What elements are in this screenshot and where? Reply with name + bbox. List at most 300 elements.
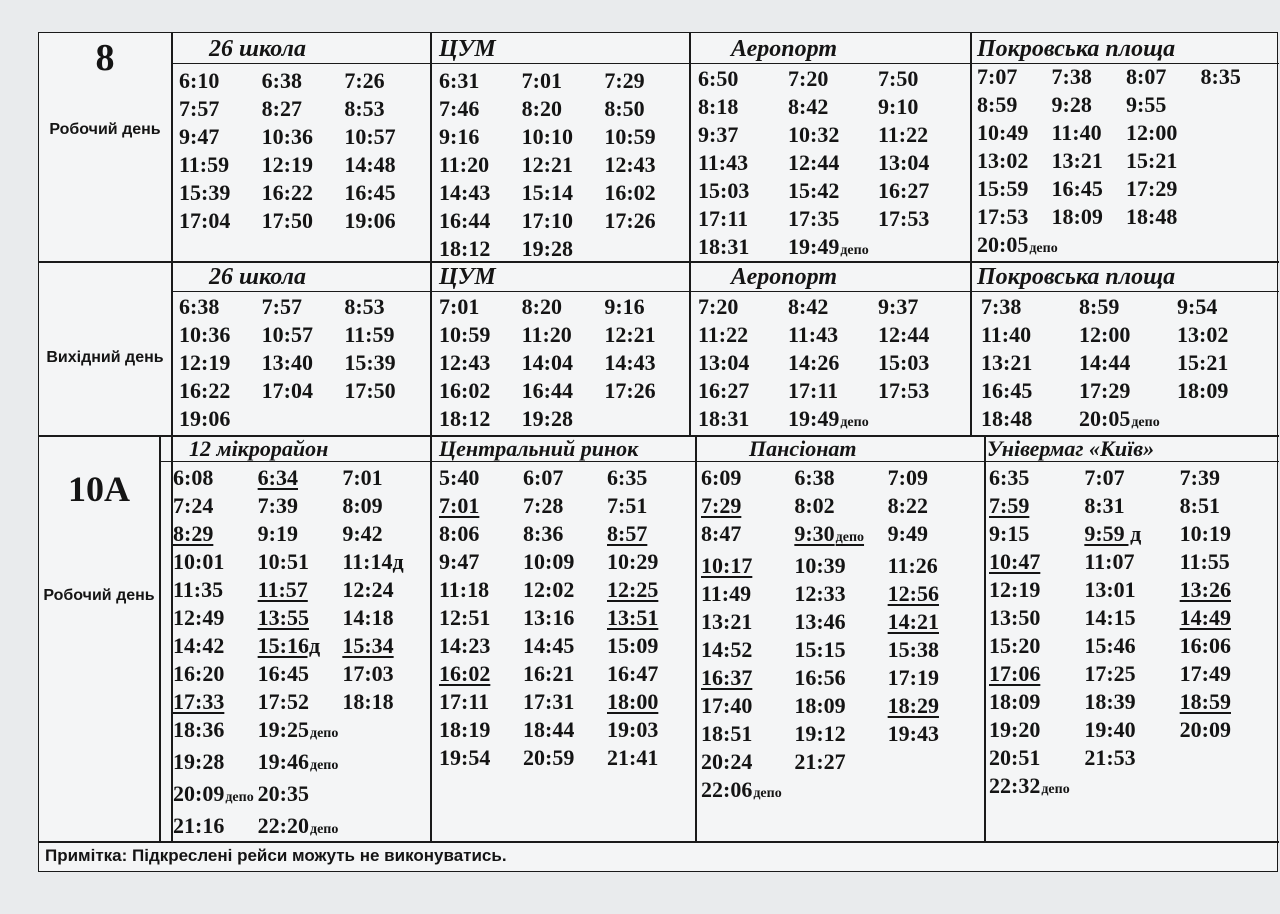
departure-time-value: 10:29 [607,549,659,574]
stop-name: Покровська площа [977,264,1176,290]
departure-time-value: 12:02 [523,577,575,602]
departure-time-value: 7:57 [261,294,302,319]
departure-time [989,660,1084,688]
departure-time-value: 7:38 [981,294,1022,319]
departure-time [878,349,968,377]
departure-time-value: 15:09 [607,633,659,658]
departure-time [342,464,427,492]
depot-suffix: депо [753,786,782,801]
departure-time-value: 11:43 [698,150,749,175]
departure-time-value: 8:02 [794,493,835,518]
departure-time [607,632,691,660]
departure-time [258,492,343,520]
departure-time-value: 9:37 [698,122,739,147]
departure-time [977,203,1052,231]
departure-time-value: 10:59 [604,124,656,149]
times-grid [439,67,687,263]
departure-time-value: 8:06 [439,521,480,546]
departure-time [258,660,343,688]
departure-time [1052,63,1127,91]
departure-time [701,692,794,720]
departure-time-value: 19:28 [521,406,573,431]
departure-time-value: 7:50 [878,66,919,91]
times-grid [981,293,1275,437]
departure-time [522,151,605,179]
departure-time-value: 7:26 [344,68,385,93]
departure-time-value: 19:06 [179,406,231,431]
departure-time [262,123,345,151]
stop-name: ЦУМ [439,264,496,290]
departure-time [523,632,607,660]
departure-time [1084,688,1179,716]
stop-name: 12 мікрорайон [189,436,329,461]
departure-time [173,604,258,632]
divider-col-4 [970,33,972,435]
departure-time [888,720,981,748]
departure-time [604,293,687,321]
departure-time-value: 8:09 [342,493,383,518]
departure-time-value: 17:29 [1079,378,1131,403]
departure-time [977,231,1126,263]
departure-time [258,464,343,492]
departure-time-value: 7:01 [439,294,480,319]
departure-time-value: 15:03 [698,178,750,203]
departure-time-value: 17:52 [257,689,309,714]
departure-time-value: 17:26 [604,208,656,233]
departure-time [262,179,345,207]
times-grid [439,293,687,433]
departure-time-value: 11:20 [439,152,490,177]
departure-time [522,321,605,349]
departure-time-value: 13:46 [794,609,846,634]
departure-time-value: 7:28 [523,493,564,518]
departure-time-value: 11:18 [439,577,490,602]
departure-time-value: 12:44 [788,150,840,175]
departure-time-value: 12:33 [794,581,846,606]
departure-time [794,464,887,492]
departure-time-value: 12:24 [342,577,394,602]
departure-time-value: 10:47 [989,549,1041,574]
departure-time-value: 14:45 [523,633,575,658]
departure-time-value: 13:01 [1084,577,1136,602]
departure-time [258,688,343,716]
departure-time [344,179,427,207]
departure-time-value: 18:51 [701,721,753,746]
departure-time-value: 20:05депо [1079,406,1160,431]
departure-time-value: 12:51 [439,605,491,630]
departure-time [878,121,968,149]
departure-time-value: 7:29 [604,68,645,93]
departure-time-value: 19:25депо [257,717,339,742]
departure-time-value: 17:25 [1084,661,1136,686]
departure-time [788,349,878,377]
departure-time-value: 7:01 [521,68,562,93]
departure-time [989,772,1180,804]
departure-time [179,207,262,235]
departure-time [439,520,523,548]
departure-time [989,548,1084,576]
departure-time-value: 14:44 [1079,350,1131,375]
departure-time-value: 12:19 [261,152,313,177]
departure-time [1084,716,1179,744]
departure-time [439,464,523,492]
departure-time [1126,203,1201,231]
departure-time-value: 8:57 [607,521,648,546]
departure-time [439,660,523,688]
departure-time [179,293,262,321]
departure-time-value: 6:35 [989,465,1030,490]
departure-time-value: 6:09 [701,465,742,490]
departure-time [173,688,258,716]
departure-time-value: 9:42 [342,521,383,546]
departure-time-value: 17:53 [878,378,930,403]
departure-time-value: 8:18 [698,94,739,119]
departure-time-value: 8:29 [173,521,214,546]
departure-time [1180,632,1275,660]
departure-time-value: 13:04 [878,150,930,175]
departure-time-value: 15:21 [1126,148,1178,173]
stop-name: Аеропорт [731,264,837,290]
depot-suffix: депо [1029,241,1058,256]
departure-time [698,233,788,265]
departure-time-value: 16:02 [439,378,491,403]
departure-time-value: 10:32 [788,122,840,147]
departure-time-value: 12:49 [173,605,225,630]
departure-time-value: 21:16 [173,813,225,838]
departure-time-value: 21:41 [607,745,659,770]
departure-time-value: 19:49депо [788,234,869,259]
departure-time-value: 11:49 [701,581,752,606]
departure-time [1180,548,1275,576]
depot-suffix: депо [840,415,869,430]
departure-time-value: 13:26 [1179,577,1231,602]
departure-time [439,576,523,604]
departure-time [888,464,981,492]
departure-time [1052,91,1127,119]
departure-time-value: 12:43 [439,350,491,375]
departure-time-value: 18:48 [1126,204,1178,229]
departure-time-value: 7:07 [1084,465,1125,490]
departure-time [1084,604,1179,632]
departure-time [1126,119,1201,147]
departure-time-value: 20:51 [989,745,1041,770]
depot-suffix: депо [225,790,254,805]
departure-time [878,293,968,321]
departure-time [522,179,605,207]
departure-time-value: 9:10 [878,94,919,119]
departure-time [701,464,794,492]
departure-time-value: 14:42 [173,633,225,658]
departure-time-value: 12:25 [607,577,659,602]
departure-time [989,716,1084,744]
departure-time [607,716,691,744]
departure-time-value: 18:59 [1179,689,1231,714]
departure-time [1084,660,1179,688]
departure-time [342,576,427,604]
departure-time [1180,660,1275,688]
departure-time-value: 9:55 [1126,92,1167,117]
departure-time [439,492,523,520]
departure-time [604,151,687,179]
departure-time-value: 10:36 [261,124,313,149]
departure-time-value: 16:20 [173,661,225,686]
departure-time-value: 17:04 [179,208,231,233]
departure-time-value: 11:22 [878,122,929,147]
departure-time [173,780,258,812]
departure-time-value: 13:16 [523,605,575,630]
departure-time [981,377,1079,405]
footnote: Примітка: Підкреслені рейси можуть не виконуватись. [45,846,507,865]
departure-time [794,580,887,608]
departure-time [179,151,262,179]
departure-time [604,321,687,349]
times-grid [701,464,981,808]
departure-time [794,608,887,636]
departure-time [439,632,523,660]
departure-time [1052,119,1127,147]
departure-time [788,177,878,205]
departure-time [989,632,1084,660]
departure-time [977,91,1052,119]
departure-time-value: 16:37 [701,665,753,690]
departure-time [698,121,788,149]
departure-time-value: 7:07 [977,64,1018,89]
departure-time [173,748,258,780]
departure-time-value: 14:48 [344,152,396,177]
departure-time-value: 18:00 [607,689,659,714]
departure-time [344,67,427,95]
departure-time [698,149,788,177]
departure-time-value: 19:40 [1084,717,1136,742]
departure-time [981,293,1079,321]
stop-name: Універмаг «Київ» [987,436,1155,461]
departure-time-value: 9:16 [604,294,645,319]
departure-time-value: 11:40 [981,322,1032,347]
departure-time [604,207,687,235]
departure-time-value: 7:51 [607,493,648,518]
departure-time-value: 12:19 [179,350,231,375]
departure-time [439,321,522,349]
departure-time-value: 17:19 [887,665,939,690]
departure-time [1201,175,1276,203]
departure-time [262,293,345,321]
departure-time-value: 10:17 [701,553,753,578]
departure-time-value: 15:14 [521,180,573,205]
departure-time [1180,492,1275,520]
departure-time [439,179,522,207]
departure-time [1084,744,1179,772]
departure-time [788,65,878,93]
departure-time-value: 14:23 [439,633,491,658]
departure-time [604,377,687,405]
departure-time [794,520,887,552]
departure-time [173,464,258,492]
departure-time-value: 20:05депо [977,232,1058,257]
departure-time-value: 10:36 [179,322,231,347]
departure-time [888,608,981,636]
departure-time [173,576,258,604]
departure-time [523,520,607,548]
departure-time [1079,321,1177,349]
departure-time [1084,492,1179,520]
departure-time [698,177,788,205]
departure-time [1180,604,1275,632]
departure-time [1180,716,1275,744]
departure-time [439,377,522,405]
departure-time [977,119,1052,147]
departure-time-value: 16:02 [604,180,656,205]
departure-time-value: 18:12 [439,236,491,261]
departure-time [698,65,788,93]
departure-time [522,293,605,321]
departure-time-value: 7:46 [439,96,480,121]
departure-time-value: 8:20 [521,294,562,319]
departure-time [977,175,1052,203]
departure-time-value: 8:50 [604,96,645,121]
departure-time-value: 13:04 [698,350,750,375]
departure-time [258,780,427,812]
departure-time-value: 11:35 [173,577,224,602]
departure-time [1084,548,1179,576]
departure-time [439,716,523,744]
departure-time [258,576,343,604]
departure-time-value: 17:35 [788,206,840,231]
departure-time [794,720,887,748]
departure-time-value: 13:02 [1177,322,1229,347]
departure-time [698,405,788,437]
departure-time [439,688,523,716]
departure-time [607,688,691,716]
departure-time [262,67,345,95]
departure-time [522,207,605,235]
departure-time-value: 15:59 [977,176,1029,201]
departure-time [344,151,427,179]
departure-time-value: 10:57 [261,322,313,347]
departure-time [701,552,794,580]
departure-time [977,147,1052,175]
departure-time [1084,632,1179,660]
departure-time-value: 14:43 [604,350,656,375]
departure-time-value: 16:47 [607,661,659,686]
departure-time-value: 16:45 [344,180,396,205]
departure-time-value: 13:21 [1051,148,1103,173]
departure-time-value: 12:21 [521,152,573,177]
divider-col-3 [689,33,691,435]
departure-time-value: 18:12 [439,406,491,431]
departure-time-value: 10:01 [173,549,225,574]
departure-time [788,121,878,149]
departure-time-value: 15:15 [794,637,846,662]
departure-time [701,776,888,808]
departure-time-value: 7:39 [1179,465,1220,490]
departure-time [522,349,605,377]
departure-time [522,95,605,123]
departure-time [607,492,691,520]
departure-time [794,552,887,580]
departure-time [1084,576,1179,604]
departure-time [878,177,968,205]
departure-time-value: 18:19 [439,717,491,742]
departure-time [258,716,427,748]
departure-time-value: 19:06 [344,208,396,233]
departure-time-value: 16:44 [521,378,573,403]
day-label-weekend-8: Вихідний день [46,349,164,366]
departure-time [1180,688,1275,716]
departure-time [439,151,522,179]
departure-time [522,405,605,433]
departure-time [258,812,427,844]
departure-time-value: 12:43 [604,152,656,177]
departure-time-value: 18:39 [1084,689,1136,714]
departure-time [439,744,523,772]
departure-time [342,604,427,632]
departure-time-value: 15:34 [342,633,394,658]
departure-time [977,63,1052,91]
departure-time [1084,520,1179,548]
departure-time-value: 14:26 [788,350,840,375]
departure-time-value: 17:31 [523,689,575,714]
divider-col-2 [430,33,432,435]
departure-time [439,293,522,321]
departure-time-value: 10:10 [521,124,573,149]
departure-time [888,636,981,664]
departure-time [604,349,687,377]
departure-time-value: 6:10 [179,68,220,93]
departure-time-value: 12:00 [1079,322,1131,347]
departure-time-value: 18:09 [1051,204,1103,229]
departure-time [981,349,1079,377]
departure-time [1084,464,1179,492]
departure-time [607,604,691,632]
departure-time [173,716,258,748]
departure-time [701,580,794,608]
departure-time-value: 11:57 [257,577,308,602]
route-number-8: 8 [95,37,115,79]
departure-time [439,95,522,123]
departure-time-value: 9:28 [1051,92,1092,117]
times-grid [439,464,691,772]
divider-header-2 [171,291,1279,292]
departure-time [607,548,691,576]
departure-time [523,548,607,576]
departure-time-value: 9:19 [257,521,298,546]
departure-time-value: 15:42 [788,178,840,203]
departure-time-value: 9:37 [878,294,919,319]
departure-time-value: 17:10 [521,208,573,233]
departure-time-value: 12:19 [989,577,1041,602]
times-grid [179,67,427,235]
departure-time [173,660,258,688]
departure-time [794,636,887,664]
departure-time-value: 10:39 [794,553,846,578]
departure-time-value: 15:03 [878,350,930,375]
departure-time-value: 13:55 [257,605,309,630]
departure-time-value: 7:59 [989,493,1030,518]
departure-time [604,123,687,151]
departure-time-value: 21:53 [1084,745,1136,770]
departure-time-value: 22:20депо [257,813,339,838]
departure-time-value: 15:20 [989,633,1041,658]
times-grid [698,293,968,437]
divider-col-4b [984,435,986,841]
departure-time [701,636,794,664]
departure-time [179,405,262,433]
departure-time-value: 11:40 [1051,120,1102,145]
departure-time [1180,464,1275,492]
departure-time-value: 8:47 [701,521,742,546]
departure-time [989,688,1084,716]
departure-time-value: 15:16д [257,633,321,658]
